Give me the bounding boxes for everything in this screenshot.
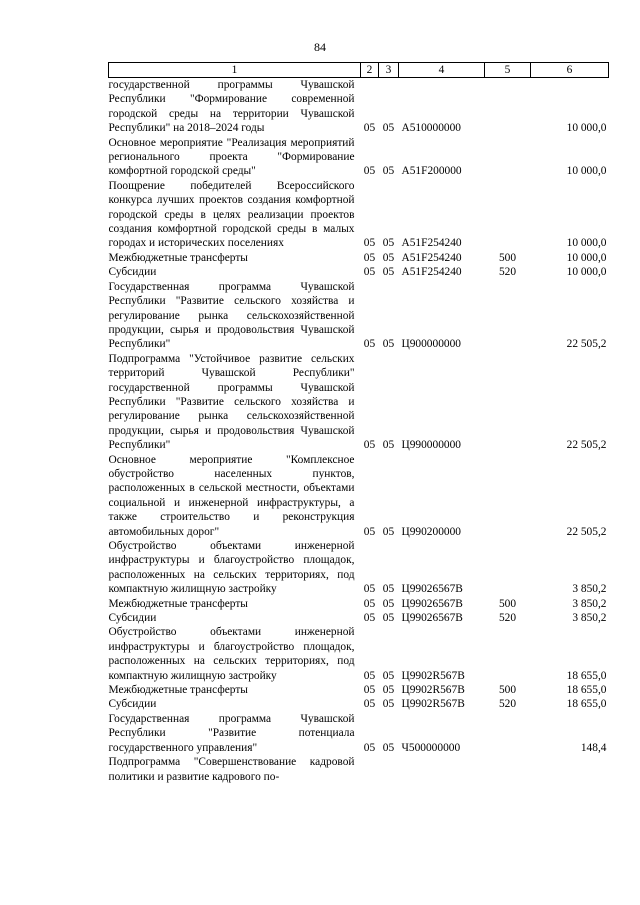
header-row bbox=[109, 63, 609, 78]
amount-cell: 10 000,0 bbox=[566, 266, 607, 279]
subsection-code-cell: 05 bbox=[382, 439, 395, 452]
expense-type-cell bbox=[485, 755, 531, 784]
column-header: 6 bbox=[531, 63, 609, 78]
subsection-code-cell: 05 bbox=[382, 583, 395, 596]
section-code-cell: 05 bbox=[363, 612, 376, 625]
section-code-cell: 05 bbox=[363, 698, 376, 711]
target-article-cell: Ц990200000 bbox=[401, 525, 461, 538]
amount-cell: 22 505,2 bbox=[566, 525, 607, 538]
section-code-cell: 05 bbox=[363, 122, 376, 135]
expense-type-cell: 520 bbox=[498, 612, 517, 625]
section-code-cell: 05 bbox=[363, 338, 376, 351]
table-row bbox=[109, 179, 609, 251]
target-article-cell: А51F254240 bbox=[401, 237, 462, 250]
target-article-cell: Ц99026567В bbox=[401, 597, 463, 610]
subsection-code-cell: 05 bbox=[382, 237, 395, 250]
row-name-cell: государственной программы Чувашской Республики "Формирование современной городской среды на территории Чувашской Республики" на 2018–2024 годы bbox=[108, 79, 355, 135]
amount-cell: 10 000,0 bbox=[566, 237, 607, 250]
budget-table bbox=[108, 62, 609, 784]
table-row bbox=[109, 625, 609, 683]
subsection-code-cell bbox=[379, 755, 399, 784]
expense-type-cell bbox=[485, 352, 531, 453]
amount-cell: 148,4 bbox=[580, 741, 607, 754]
section-code-cell: 05 bbox=[363, 525, 376, 538]
row-name-cell: Основное мероприятие "Реализация мероприятий регионального проекта "Формирование комфортной городской среды" bbox=[108, 136, 355, 178]
target-article-cell: А51F200000 bbox=[401, 165, 462, 178]
row-name-cell: Субсидии bbox=[108, 698, 157, 711]
subsection-code-cell: 05 bbox=[382, 612, 395, 625]
subsection-code-cell: 05 bbox=[382, 698, 395, 711]
row-name-cell: Подпрограмма "Совершенствование кадровой политики и развитие кадрового по- bbox=[108, 756, 355, 783]
row-name-cell: Государственная программа Чувашской Республики "Развитие потенциала государственного управления" bbox=[108, 712, 355, 754]
row-name-cell: Обустройство объектами инженерной инфраструктуры и благоустройство площадок, расположенных на сельских территориях, под компактную жилищную застройку bbox=[108, 626, 355, 682]
table-row bbox=[109, 352, 609, 453]
table-row bbox=[109, 539, 609, 597]
table-row bbox=[109, 755, 609, 784]
column-header: 3 bbox=[379, 63, 399, 78]
subsection-code-cell: 05 bbox=[382, 266, 395, 279]
row-name-cell: Межбюджетные трансферты bbox=[108, 597, 248, 610]
amount-cell: 3 850,2 bbox=[572, 612, 607, 625]
expense-type-cell bbox=[485, 539, 531, 597]
table-row bbox=[109, 280, 609, 352]
table-row bbox=[109, 265, 609, 279]
expense-type-cell bbox=[485, 78, 531, 136]
page-number: 84 bbox=[314, 40, 326, 54]
row-name-cell: Субсидии bbox=[108, 266, 157, 279]
section-code-cell: 05 bbox=[363, 741, 376, 754]
expense-type-cell bbox=[485, 280, 531, 352]
amount-cell: 18 655,0 bbox=[566, 669, 607, 682]
table-row bbox=[109, 78, 609, 136]
expense-type-cell bbox=[485, 712, 531, 755]
target-article-cell: Ц9902R567В bbox=[401, 669, 465, 682]
target-article-cell: Ц900000000 bbox=[401, 338, 461, 351]
amount-cell bbox=[531, 755, 609, 784]
section-code-cell bbox=[361, 755, 379, 784]
amount-cell: 18 655,0 bbox=[566, 698, 607, 711]
row-name-cell: Межбюджетные трансферты bbox=[108, 251, 248, 264]
section-code-cell: 05 bbox=[363, 237, 376, 250]
subsection-code-cell: 05 bbox=[382, 122, 395, 135]
table-row bbox=[109, 712, 609, 755]
column-header: 2 bbox=[361, 63, 379, 78]
amount-cell: 10 000,0 bbox=[566, 165, 607, 178]
subsection-code-cell: 05 bbox=[382, 251, 395, 264]
amount-cell: 3 850,2 bbox=[572, 597, 607, 610]
subsection-code-cell: 05 bbox=[382, 165, 395, 178]
subsection-code-cell: 05 bbox=[382, 684, 395, 697]
table-row bbox=[109, 611, 609, 625]
amount-cell: 18 655,0 bbox=[566, 684, 607, 697]
target-article-cell: Ч500000000 bbox=[401, 741, 461, 754]
row-name-cell: Государственная программа Чувашской Республики "Развитие сельского хозяйства и регулирование рынка сельскохозяйственной продукции, сырья и продовольствия Чувашской Республики" bbox=[108, 280, 355, 351]
subsection-code-cell: 05 bbox=[382, 741, 395, 754]
amount-cell: 10 000,0 bbox=[566, 251, 607, 264]
expense-type-cell: 500 bbox=[498, 251, 517, 264]
expense-type-cell bbox=[485, 136, 531, 179]
target-article-cell: Ц99026567В bbox=[401, 612, 463, 625]
subsection-code-cell: 05 bbox=[382, 669, 395, 682]
table-row bbox=[109, 136, 609, 179]
section-code-cell: 05 bbox=[363, 597, 376, 610]
target-article-cell: А51F254240 bbox=[401, 266, 462, 279]
target-article-cell: Ц9902R567В bbox=[401, 684, 465, 697]
section-code-cell: 05 bbox=[363, 251, 376, 264]
row-name-cell: Основное мероприятие "Комплексное обустройство населенных пунктов, расположенных в сельской местности, объектами социальной и инженерной инфраструктуры, а также строительство и реконструкция автомобильных дорог" bbox=[108, 453, 355, 538]
expense-type-cell: 520 bbox=[498, 266, 517, 279]
table-row bbox=[109, 597, 609, 611]
row-name-cell: Подпрограмма "Устойчивое развитие сельских территорий Чувашской Республики" государственной программы Чувашской Республики "Развитие сельского хозяйства и регулирование рынка сельскохозяйственной продукции, сырья и продовольствия Чувашской Республики" bbox=[108, 352, 355, 452]
table-row bbox=[109, 453, 609, 539]
amount-cell: 10 000,0 bbox=[566, 122, 607, 135]
target-article-cell: Ц99026567В bbox=[401, 583, 463, 596]
expense-type-cell bbox=[485, 453, 531, 539]
target-article-cell: Ц990000000 bbox=[401, 439, 461, 452]
expense-type-cell: 500 bbox=[498, 684, 517, 697]
section-code-cell: 05 bbox=[363, 583, 376, 596]
row-name-cell: Межбюджетные трансферты bbox=[108, 684, 248, 697]
subsection-code-cell: 05 bbox=[382, 525, 395, 538]
section-code-cell: 05 bbox=[363, 266, 376, 279]
target-article-cell: А51F254240 bbox=[401, 251, 462, 264]
subsection-code-cell: 05 bbox=[382, 338, 395, 351]
column-header: 1 bbox=[109, 63, 361, 78]
amount-cell: 22 505,2 bbox=[566, 338, 607, 351]
table-row bbox=[109, 683, 609, 697]
row-name-cell: Субсидии bbox=[108, 612, 157, 625]
expense-type-cell: 520 bbox=[498, 698, 517, 711]
row-name-cell: Поощрение победителей Всероссийского конкурса лучших проектов создания комфортной городской среды в целях реализации проектов создания комфортной городской среды в малых городах и исторических поселениях bbox=[108, 179, 355, 250]
target-article-cell: Ц9902R567В bbox=[401, 698, 465, 711]
target-article-cell bbox=[399, 755, 485, 784]
section-code-cell: 05 bbox=[363, 439, 376, 452]
expense-type-cell: 500 bbox=[498, 597, 517, 610]
section-code-cell: 05 bbox=[363, 165, 376, 178]
expense-type-cell bbox=[485, 625, 531, 683]
target-article-cell: А510000000 bbox=[401, 122, 461, 135]
column-header: 5 bbox=[485, 63, 531, 78]
table-row bbox=[109, 251, 609, 265]
section-code-cell: 05 bbox=[363, 669, 376, 682]
expense-type-cell bbox=[485, 179, 531, 251]
row-name-cell: Обустройство объектами инженерной инфраструктуры и благоустройство площадок, расположенных на сельских территориях, под компактную жилищную застройку bbox=[108, 540, 355, 596]
section-code-cell: 05 bbox=[363, 684, 376, 697]
amount-cell: 22 505,2 bbox=[566, 439, 607, 452]
table-row bbox=[109, 697, 609, 711]
subsection-code-cell: 05 bbox=[382, 597, 395, 610]
amount-cell: 3 850,2 bbox=[572, 583, 607, 596]
column-header: 4 bbox=[399, 63, 485, 78]
